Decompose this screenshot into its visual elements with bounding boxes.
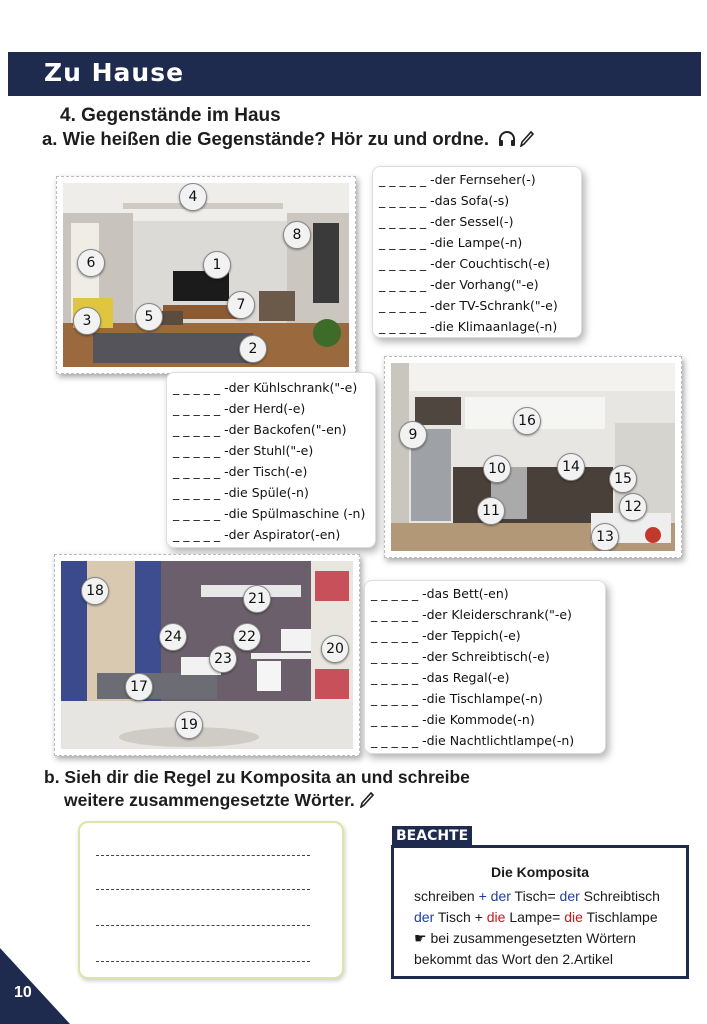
item-number-badge: 11 (477, 497, 505, 525)
rule-article: der (414, 909, 435, 925)
living-room-photo (56, 176, 356, 374)
rule-article: der (559, 888, 580, 904)
item-number-badge: 1 (203, 251, 231, 279)
item-number-badge: 5 (135, 303, 163, 331)
vocab-item: _ _ _ _ _ -die Spüle(-n) (173, 485, 309, 500)
item-number-badge: 12 (619, 493, 647, 521)
kitchen-vocab-card (166, 372, 376, 548)
vocab-item: _ _ _ _ _ -der Kühlschrank("-e) (173, 380, 358, 395)
item-number-badge: 23 (209, 645, 237, 673)
item-number-badge: 22 (233, 623, 261, 651)
task-b-line1: b. Sieh dir die Regel zu Komposita an und schreibe (44, 767, 470, 787)
item-number-badge: 4 (179, 183, 207, 211)
pencil-icon (520, 131, 534, 147)
item-number-badge: 24 (159, 623, 187, 651)
item-number-badge: 16 (513, 407, 541, 435)
vocab-item: _ _ _ _ _ -der Sessel(-) (379, 214, 514, 229)
rule-article: die (486, 909, 506, 925)
item-number-badge: 20 (321, 635, 349, 663)
vocab-item: _ _ _ _ _ -die Kommode(-n) (371, 712, 535, 727)
vocab-item: _ _ _ _ _ -der Vorhang("-e) (379, 277, 539, 292)
vocab-item: _ _ _ _ _ -der Tisch(-e) (173, 464, 308, 479)
page-number: 10 (14, 984, 32, 1001)
vocab-item: _ _ _ _ _ -der TV-Schrank("-e) (379, 298, 558, 313)
task-a-instruction (42, 128, 534, 150)
vocab-item: _ _ _ _ _ -die Tischlampe(-n) (371, 691, 543, 706)
item-number-badge: 13 (591, 523, 619, 551)
vocab-item: _ _ _ _ _ -das Sofa(-s) (379, 193, 510, 208)
item-number-badge: 17 (125, 673, 153, 701)
vocab-item: _ _ _ _ _ -die Nachtlichtlampe(-n) (371, 733, 575, 748)
item-number-badge: 9 (399, 421, 427, 449)
vocab-item: _ _ _ _ _ -die Spülmaschine (-n) (173, 506, 366, 521)
beachte-label: BEACHTE (392, 826, 472, 846)
vocab-item: _ _ _ _ _ -der Teppich(-e) (371, 628, 521, 643)
vocab-item: _ _ _ _ _ -die Klimaanlage(-n) (379, 319, 558, 334)
item-number-badge: 21 (243, 585, 271, 613)
rule-example-2 (414, 909, 658, 925)
rule-title: Die Komposita (490, 864, 589, 880)
vocab-item: _ _ _ _ _ -der Schreibtisch(-e) (371, 649, 550, 664)
vocab-item: _ _ _ _ _ -der Herd(-e) (173, 401, 306, 416)
living-room-image (63, 183, 349, 367)
task-b-line2: weitere zusammengesetzte Wörter. (64, 790, 355, 810)
rule-note-line2: bekommt das Wort den 2.Artikel (414, 951, 613, 967)
item-number-badge: 7 (227, 291, 255, 319)
item-number-badge: 18 (81, 577, 109, 605)
rule-text: Tischlampe (582, 909, 658, 925)
item-number-badge: 2 (239, 335, 267, 363)
item-number-badge: 15 (609, 465, 637, 493)
section-title: 4. Gegenstände im Haus (60, 105, 281, 126)
answer-line[interactable] (96, 925, 310, 926)
task-a-text: a. Wie heißen die Gegenstände? Hör zu und ordne. (42, 128, 489, 149)
rule-text: Lampe= (505, 909, 565, 925)
task-b-instruction (44, 766, 470, 812)
rule-plus: + (474, 888, 491, 904)
rule-text: schreiben (414, 888, 475, 904)
kitchen-image (391, 363, 675, 551)
rule-example-1 (414, 888, 660, 904)
rule-box (391, 845, 689, 979)
headphones-icon (498, 131, 516, 147)
answer-line[interactable] (96, 855, 310, 856)
vocab-item: _ _ _ _ _ -der Backofen("-en) (173, 422, 347, 437)
item-number-badge: 8 (283, 221, 311, 249)
answer-writing-box[interactable] (78, 821, 344, 979)
item-number-badge: 19 (175, 711, 203, 739)
rule-text: Tisch + (434, 909, 487, 925)
chapter-title: Zu Hause (44, 58, 185, 87)
vocab-item: _ _ _ _ _ -das Bett(-en) (371, 586, 509, 601)
item-number-badge: 3 (73, 307, 101, 335)
chapter-header (8, 52, 701, 96)
page-corner (0, 948, 70, 1024)
item-number-badge: 10 (483, 455, 511, 483)
vocab-item: _ _ _ _ _ -der Fernseher(-) (379, 172, 536, 187)
rule-note-line1: ☛ bei zusammengesetzten Wörtern (414, 930, 636, 946)
vocab-item: _ _ _ _ _ -der Kleiderschrank("-e) (371, 607, 572, 622)
bedroom-vocab-card (364, 580, 606, 754)
vocab-item: _ _ _ _ _ -der Aspirator(-en) (173, 527, 341, 542)
item-number-badge: 14 (557, 453, 585, 481)
vocab-item: _ _ _ _ _ -die Lampe(-n) (379, 235, 523, 250)
answer-line[interactable] (96, 961, 310, 962)
vocab-item: _ _ _ _ _ -der Stuhl("-e) (173, 443, 314, 458)
rule-text: Schreibtisch (579, 888, 660, 904)
vocab-item: _ _ _ _ _ -das Regal(-e) (371, 670, 510, 685)
rule-text: Tisch= (510, 888, 560, 904)
bedroom-photo (54, 554, 360, 756)
pencil-icon (360, 792, 374, 808)
rule-article: die (564, 909, 583, 925)
answer-line[interactable] (96, 889, 310, 890)
living-room-vocab-card (372, 166, 582, 338)
rule-article: der (490, 888, 511, 904)
kitchen-photo (384, 356, 682, 558)
vocab-item: _ _ _ _ _ -der Couchtisch(-e) (379, 256, 551, 271)
item-number-badge: 6 (77, 249, 105, 277)
